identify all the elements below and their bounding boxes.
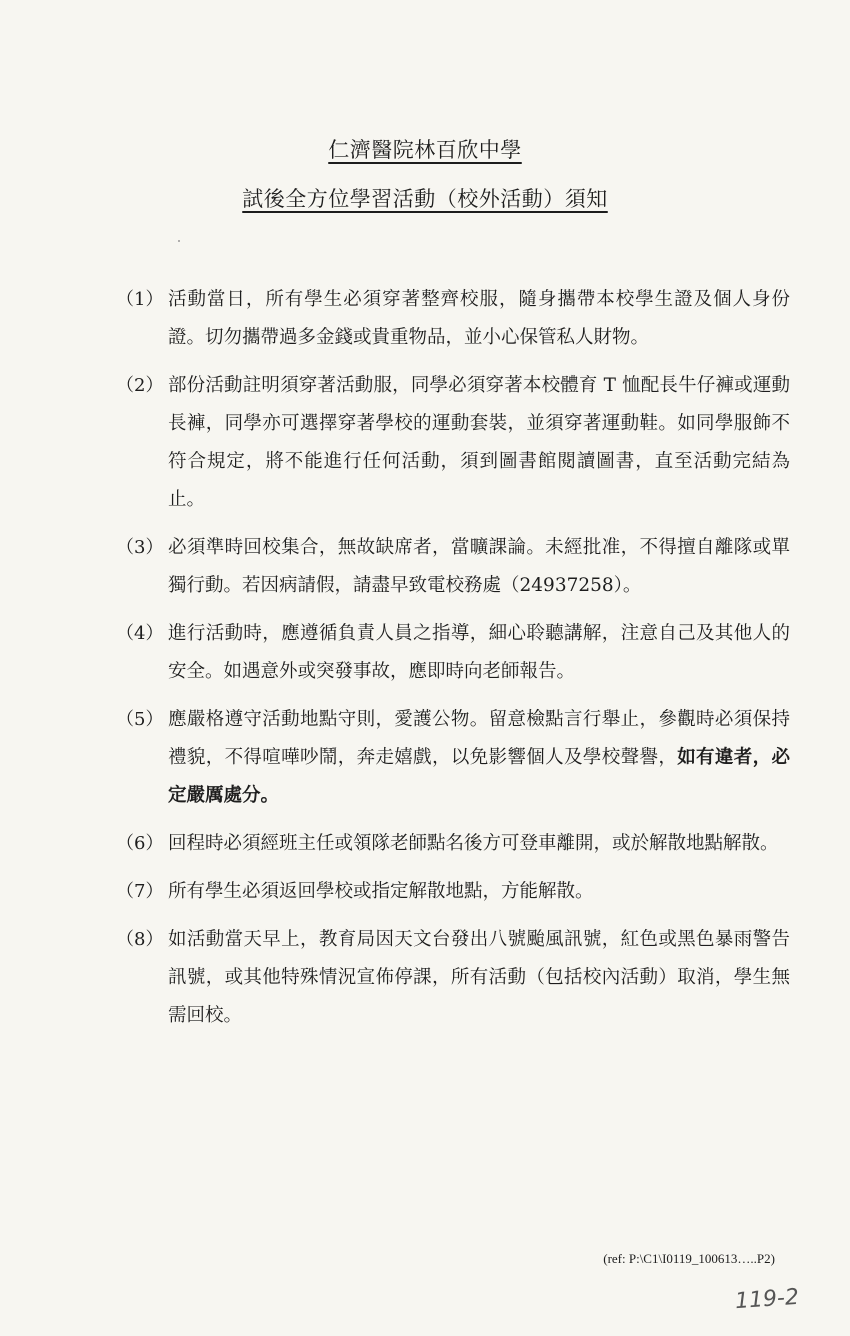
item-text-plain: 回程時必須經班主任或領隊老師點名後方可登車離開，或於解散地點解散。 <box>168 833 779 854</box>
item-text-plain: 應嚴格遵守活動地點守則，愛護公物。留意檢點言行舉止，參觀時必須保持禮貌，不得喧嘩吵鬧，奔走嬉戲，以免影響個人及學校聲譽， <box>168 709 790 768</box>
item-text-plain: 所有學生必須返回學校或指定解散地點，方能解散。 <box>168 881 594 902</box>
item-number: （4） <box>116 623 164 644</box>
item-number: （2） <box>116 375 164 396</box>
item-text-plain: 進行活動時，應遵循負責人員之指導，細心聆聽講解，注意自己及其他人的安全。如遇意外或突發事故，應即時向老師報告。 <box>168 623 790 682</box>
item-text-bold: 如有違者，必定嚴厲處分。 <box>168 747 790 806</box>
school-name-title: 仁濟醫院林百欣中學 <box>328 138 522 162</box>
item-text-plain: 如活動當天早上，教育局因天文台發出八號颱風訊號，紅色或黑色暴雨警告訊號，或其他特殊情況宣佈停課，所有活動（包括校內活動）取消，學生無需回校。 <box>168 929 790 1026</box>
item-text-plain: 活動當日，所有學生必須穿著整齊校服，隨身攜帶本校學生證及個人身份證。切勿攜帶過多金錢或貴重物品，並小心保管私人財物。 <box>168 289 790 348</box>
list-item <box>110 873 790 911</box>
handwritten-page-number: 119-2 <box>734 1284 800 1315</box>
item-number: （8） <box>116 929 164 950</box>
list-item <box>110 701 790 815</box>
item-number: （6） <box>116 833 164 854</box>
list-item <box>110 281 790 357</box>
item-text <box>168 367 790 519</box>
item-text <box>168 873 790 911</box>
item-text <box>168 701 790 815</box>
item-text <box>168 921 790 1035</box>
item-number: （1） <box>116 289 164 310</box>
item-number: （3） <box>116 537 164 558</box>
reference-path: (ref: P:\C1\I0119_100613…..P2) <box>603 1251 775 1266</box>
item-number: （5） <box>116 709 164 730</box>
item-text <box>168 529 790 605</box>
item-text-plain: 必須準時回校集合，無故缺席者，當曠課論。未經批准，不得擅自離隊或單獨行動。若因病請假，請盡早致電校務處（24937258）。 <box>168 537 790 596</box>
item-text <box>168 615 790 691</box>
list-item <box>110 529 790 605</box>
item-number: （7） <box>116 881 164 902</box>
notice-title: 試後全方位學習活動（校外活動）須知 <box>242 187 608 211</box>
item-text <box>168 281 790 357</box>
list-item <box>110 367 790 519</box>
scan-speck <box>178 240 180 242</box>
rules-list <box>110 281 790 1045</box>
list-item <box>110 615 790 691</box>
list-item <box>110 825 790 863</box>
item-text <box>168 825 790 863</box>
list-item <box>110 921 790 1035</box>
item-text-plain: 部份活動註明須穿著活動服，同學必須穿著本校體育 T 恤配長牛仔褲或運動長褲，同學亦可選擇穿著學校的運動套裝，並須穿著運動鞋。如同學服飾不符合規定，將不能進行任何活動，須到圖書館閱讀圖書，直至活動完結為止。 <box>168 375 790 510</box>
